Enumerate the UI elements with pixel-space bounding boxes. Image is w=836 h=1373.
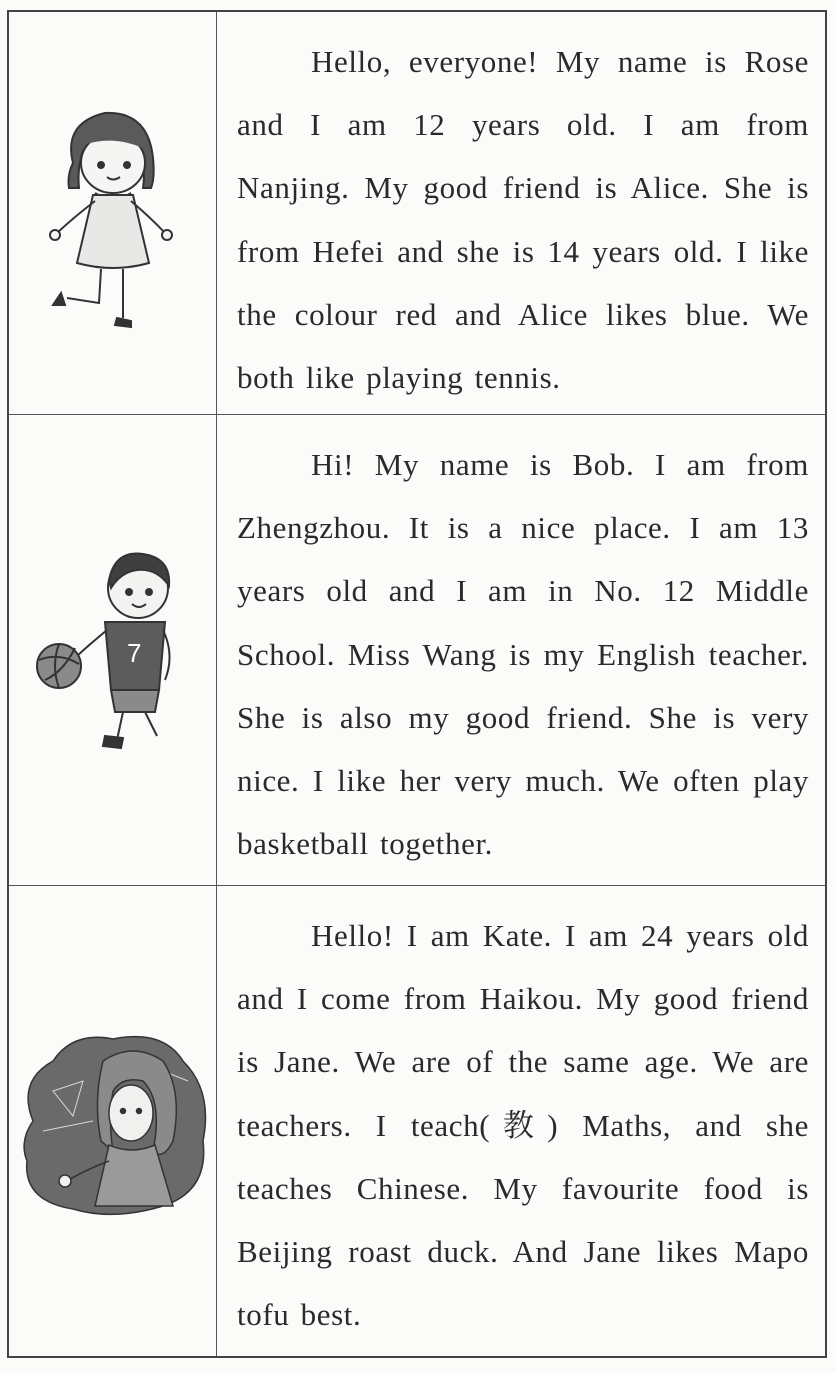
- table-row: [9, 885, 825, 1356]
- passage-rose: Hello, everyone! My name is Rose and I am 12 years old. I am from Nanjing. My good friend is Alice. She is from Hefei and she is 14 years old. I like the colour red and Alice likes blue. We both like playing tennis.: [237, 44, 809, 396]
- jersey-number: 7: [126, 638, 141, 668]
- passage-kate: Hello! I am Kate. I am 24 years old and I come from Haikou. My good friend is Jane. We are of the same age. We are teachers. I teach(教) Maths, and she teaches Chinese. My favourite food is Beijing roast duck. And Jane likes Mapo tofu best.: [237, 918, 809, 1333]
- illustration-cell: [9, 415, 217, 885]
- passage-bob: Hi! My name is Bob. I am from Zhengzhou. It is a nice place. I am 13 years old and I am in No. 12 Middle School. Miss Wang is my English teacher. She is also my good friend. She is very nice. I like her very much. We often play basketball together.: [237, 447, 809, 862]
- illustration-cell: [9, 12, 217, 414]
- girl-standing-on-one-leg-icon: [43, 93, 183, 333]
- passage-table: [7, 10, 827, 1358]
- table-row: [9, 414, 825, 885]
- teacher-with-blackboard-icon: [13, 1021, 213, 1221]
- illustration-cell: [9, 886, 217, 1356]
- boy-playing-basketball-icon: [33, 540, 193, 760]
- table-row: [9, 12, 825, 414]
